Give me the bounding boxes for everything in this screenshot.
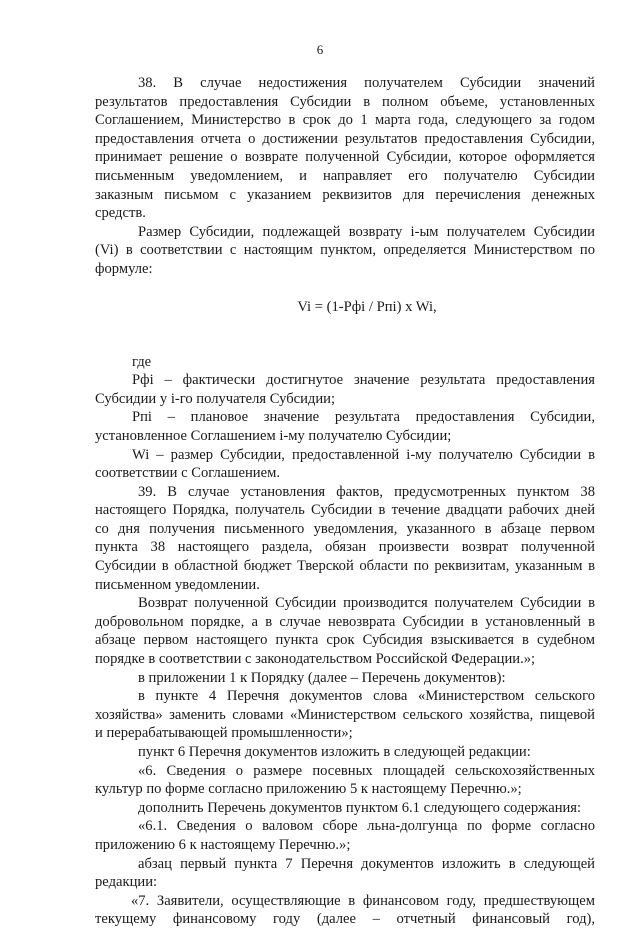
formula: Vi = (1-Pфi / Pпi) x Wi, <box>297 298 437 315</box>
text-line: Pфi – фактически достигнутое значение результата предоставления <box>132 372 595 389</box>
text-line: хозяйства» заменить словами «Министерством сельского хозяйства, пищевой <box>95 706 595 723</box>
paragraph-subsidy-size <box>95 223 595 279</box>
text-line: результатов предоставления Субсидии в полном объеме, установленных <box>95 93 595 110</box>
text-line: письменном уведомлении. <box>95 576 260 593</box>
paragraph-appendix-1: в приложении 1 к Порядку (далее – Перечень документов): <box>138 669 506 686</box>
text-line: абзаце первом настоящего пункта срок Субсидия взыскивается в судебном <box>95 632 595 649</box>
paragraph-quote-6 <box>95 762 595 799</box>
text-line: предоставления отчета о достижении результатов предоставления Субсидии, <box>95 130 595 147</box>
text-line: письменным уведомлением, и направляет его получателю Субсидии <box>95 167 595 184</box>
text-line: заказным письмом с указанием реквизитов для перечисления денежных <box>95 186 595 203</box>
where-label: где <box>132 353 152 370</box>
document-body <box>95 74 595 929</box>
text-line: добровольном порядке, а в случае невозврата Субсидии в установленный в <box>95 613 595 630</box>
text-line: редакции: <box>95 874 158 891</box>
text-line: со дня получения письменного уведомления, указанного в абзаце первом <box>95 520 595 537</box>
text-line: средств. <box>95 205 146 222</box>
text-line: Соглашением, Министерство в срок до 1 марта года, следующего за годом <box>95 112 595 129</box>
text-line: установленное Соглашением i-му получателю Субсидии; <box>95 427 452 444</box>
text-line: в пункте 4 Перечня документов слова «Министерством сельского <box>138 688 595 705</box>
text-line: культур по форме согласно приложению 5 к настоящему Перечню.»; <box>95 781 522 798</box>
text-line: текущему финансовому году (далее – отчетный финансовый год), <box>95 911 595 928</box>
paragraph-quote-6-1 <box>95 817 595 854</box>
text-line: принимает решение о возврате полученной Субсидии, которое оформляется <box>95 149 595 166</box>
definition-pf <box>95 371 595 408</box>
text-line: Возврат полученной Субсидии производится получателем Субсидии в <box>138 595 595 612</box>
paragraph-quote-7 <box>95 892 595 929</box>
paragraph-add-6-1: дополнить Перечень документов пунктом 6.1 следующего содержания: <box>138 799 582 816</box>
text-line: Размер Субсидии, подлежащей возврату i-ым получателем Субсидии <box>138 223 595 240</box>
paragraph-item-7 <box>95 855 595 892</box>
text-line: Субсидии в областной бюджет Тверской области по реквизитам, указанным в <box>95 558 595 575</box>
text-line: порядке в соответствии с законодательством Российской Федерации.»; <box>95 651 536 668</box>
text-line: «6.1. Сведения о валовом сборе льна-долгунца по форме согласно <box>138 818 595 835</box>
text-line: 38. В случае недостижения получателем Субсидии значений <box>138 75 595 91</box>
paragraph-38 <box>95 74 595 223</box>
text-line: формуле: <box>95 260 153 277</box>
paragraph-return <box>95 594 595 668</box>
text-line: Wi – размер Субсидии, предоставленной i-му получателю Субсидии в <box>132 446 595 463</box>
paragraph-39 <box>95 483 595 595</box>
paragraph-item-6: пункт 6 Перечня документов изложить в следующей редакции: <box>138 744 531 760</box>
text-line: «7. Заявители, осуществляющие в финансовом году, предшествующем <box>131 892 595 909</box>
text-line: настоящего Порядка, получатель Субсидии в течение двадцати рабочих дней <box>95 502 595 519</box>
paragraph-item-4 <box>95 687 595 743</box>
text-line: и перерабатывающей промышленности»; <box>95 725 353 742</box>
text-line: абзац первый пункта 7 Перечня документов изложить в следующей <box>138 855 595 872</box>
definition-wi <box>95 446 595 483</box>
text-line: Pпi – плановое значение результата предоставления Субсидии, <box>132 409 595 426</box>
text-line: приложению 6 к настоящему Перечню.»; <box>95 836 351 853</box>
definition-pp <box>95 408 595 445</box>
text-line: (Vi) в соответствии с настоящим пунктом, определяется Министерством по <box>95 242 595 259</box>
text-line: Субсидии у i-го получателя Субсидии; <box>95 390 336 407</box>
text-line: соответствии с Соглашением. <box>95 465 280 482</box>
text-line: 39. В случае установления фактов, предусмотренных пунктом 38 <box>138 483 595 500</box>
text-line: пункта 38 настоящего раздела, обязан произвести возврат полученной <box>95 539 595 556</box>
page-number: 6 <box>316 42 324 57</box>
text-line: «6. Сведения о размере посевных площадей сельскохозяйственных <box>138 762 595 779</box>
